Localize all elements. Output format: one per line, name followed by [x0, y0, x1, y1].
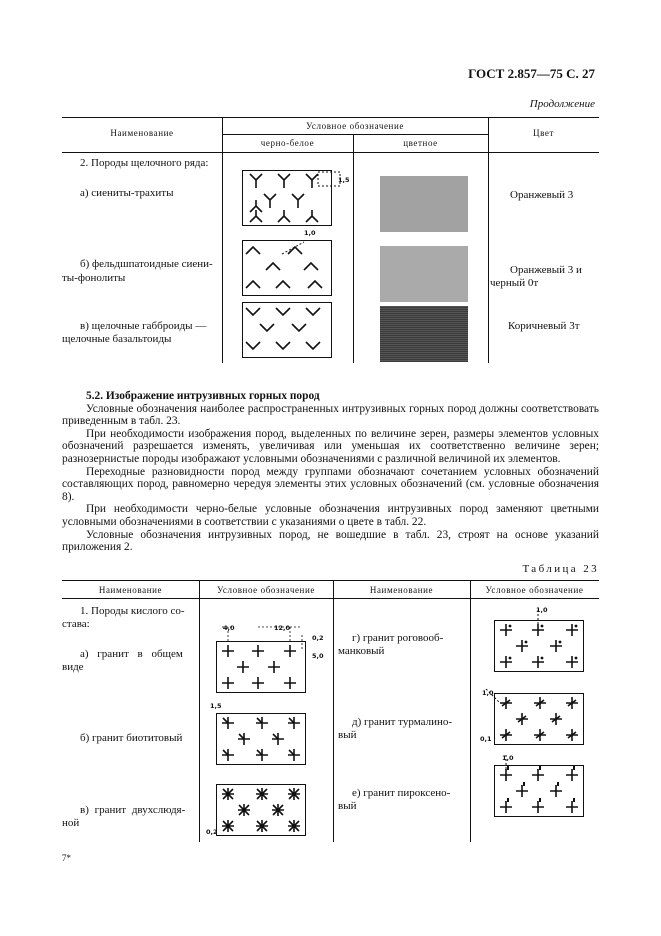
- t2-left-b: б) гранит биотитовый: [80, 732, 183, 744]
- t1-row-b-color2: черный 0т: [490, 277, 539, 289]
- section-p1: Условные обозначения наиболее распространенных интрузивных горных пород должны соответствовать приведенным в табл. 23.: [62, 402, 599, 428]
- color-swatch-sienite: [380, 176, 468, 232]
- t2-left-a: а) гранит в общем: [80, 648, 183, 660]
- gabbro-pattern: [242, 302, 332, 358]
- t2-col-symbol-2: Условное обозначение: [485, 585, 584, 595]
- t1-col-symbol: Условное обозначение: [306, 121, 404, 131]
- t1-row-c-name: в) щелочные габброиды —: [80, 320, 207, 332]
- t1-row-b-name2: ты-фонолиты: [62, 272, 126, 284]
- continuation-label: Продолжение: [529, 98, 595, 110]
- t2-right-g: г) гранит роговооб-: [352, 632, 444, 644]
- t2-dim-d1: 4,0: [223, 624, 235, 632]
- t1-group-title: 2. Породы щелочного ряда:: [80, 157, 209, 169]
- t1-col-name: Наименование: [110, 128, 174, 138]
- hornblende-granite-pattern: [494, 620, 584, 672]
- t2-left-a2: виде: [62, 661, 84, 673]
- section-body: [62, 390, 599, 554]
- t2-dim-d7: 1,0: [536, 606, 548, 614]
- t2-col-name-2: Наименование: [369, 585, 434, 595]
- t2-dim-d8: 1,0: [482, 689, 494, 697]
- color-swatch-phonolite: [380, 246, 468, 302]
- t2-group-title2: става:: [62, 618, 90, 630]
- t2-right-d: д) гранит турмалино-: [352, 716, 453, 728]
- t2-left-c: в) гранит двухслюдя-: [80, 804, 186, 816]
- t2-right-e: е) гранит пироксено-: [352, 787, 451, 799]
- section-p2: При необходимости изображения пород, выделенных по величине зерен, размеры элементов условных обозначений разрешается изменять, увеличивая или уменьшая их соответственно величине зерен; разнозернистые породы изображают условными обозначениями с различной величиной их элементов.: [62, 427, 599, 465]
- t2-dim-d11: 1,0: [502, 754, 514, 762]
- t2-left-c2: ной: [62, 817, 80, 829]
- t2-dim-d5: 1,5: [210, 702, 222, 710]
- section-p3: Переходные разновидности пород между группами обозначают сочетанием условных обозначений составляющих пород, равномерно чередуя элементы этих условных обозначений (см. условные обозначения 8).: [62, 465, 599, 503]
- t2-col-symbol-1: Условное обозначение: [217, 585, 315, 595]
- t2-col-name-1: Наименование: [98, 585, 163, 595]
- table2-caption: Таблица 23: [522, 563, 599, 575]
- twomica-granite-pattern: [216, 784, 306, 836]
- pyroxene-granite-pattern: [494, 765, 584, 817]
- t2-right-g2: манковый: [338, 645, 385, 657]
- t1-col-color-sym: цветное: [403, 138, 438, 148]
- t2-dim-d10: 0,1: [480, 735, 492, 743]
- t1-dim-r1: 1,5: [338, 176, 350, 184]
- t1-row-b-color: Оранжевый 3 и: [510, 264, 582, 276]
- biotite-granite-pattern: [216, 713, 306, 765]
- t1-dim-r2: 1,0: [304, 229, 316, 237]
- color-swatch-gabbro: [380, 306, 468, 362]
- t2-dim-d3: 0,2: [312, 634, 324, 642]
- t1-col-bw: черно-белое: [260, 138, 315, 148]
- t2-dim-d6: 0,2: [206, 828, 218, 836]
- phonolite-pattern: [242, 240, 332, 296]
- t1-row-a-color: Оранжевый 3: [510, 189, 574, 201]
- t2-dim-d2: 12,0: [274, 624, 291, 632]
- section-p5: Условные обозначения интрузивных пород, не вошедшие в табл. 23, строят на основе указаний приложения 2.: [62, 528, 599, 554]
- t2-right-e2: вый: [338, 800, 357, 812]
- t1-col-color: Цвет: [532, 128, 555, 138]
- t1-row-c-color: Коричневый 3т: [508, 320, 580, 332]
- t1-row-b-name: б) фельдшпатоидные сиени-: [80, 258, 213, 270]
- tourmaline-granite-pattern: [494, 693, 584, 745]
- section-p4: При необходимости черно-белые условные обозначения интрузивных пород заменяют цветными условными обозначениями в соответствии с указаниями о цвете в табл. 22.: [62, 503, 599, 528]
- t1-row-c-name2: щелочные базальтоиды: [62, 333, 172, 345]
- t2-group-title: 1. Породы кислого со-: [80, 605, 185, 617]
- section-heading: 5.2. Изображение интрузивных горных пород: [86, 390, 320, 402]
- t2-dim-d4: 5,0: [312, 652, 324, 660]
- sienite-pattern: [242, 170, 332, 226]
- granite-pattern: [216, 641, 306, 693]
- page-header: ГОСТ 2.857—75 С. 27: [468, 66, 595, 81]
- t2-right-d2: вый: [338, 729, 357, 741]
- footer-mark: 7*: [62, 853, 71, 863]
- t1-row-a-name: а) сиениты-трахиты: [80, 187, 174, 199]
